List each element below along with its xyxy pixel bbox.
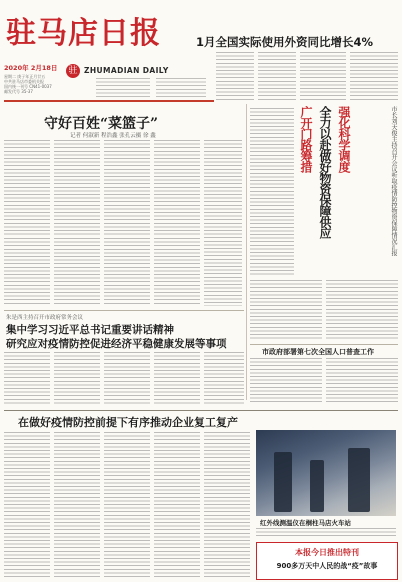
lead-headline[interactable]: 守好百姓“菜篮子” [44,116,159,132]
photo-caption-body [256,528,396,538]
lead-body-col [154,140,200,235]
photo-person [310,460,324,512]
bottom-body-col [154,432,200,578]
feature-headline-col1[interactable]: 广开门路筹措 [299,106,313,172]
promo-line-2: 900多万天中人民的战“疫”故事 [276,562,378,570]
promo-line-1: 本报今日推出特刊 [295,548,359,557]
second-body-col [104,352,150,406]
meta-line: 星期二 庚子年正月廿五 [4,74,46,79]
section-divider [4,410,398,411]
feature-headline-col3[interactable]: 强化科学调度 [337,106,351,172]
feature-subhead: 市长刘天俊主持召开会议听取疫情防控物资保障情况汇报 [390,106,397,256]
photo-person [274,452,292,512]
side-story-headline[interactable]: 市政府部署第七次全国人口普查工作 [262,348,374,356]
section-divider [4,310,244,311]
feature-headline-col2[interactable]: 全力以赴做好物资保障供应 [318,106,332,238]
bottom-body-col [104,432,150,578]
photo-person [348,448,370,512]
text-column [350,52,398,102]
text-column [300,52,346,102]
promo-box[interactable] [256,542,398,580]
column-divider [246,104,247,400]
issue-date [4,63,57,72]
meta-line: 中共驻马店市委机关报 [4,79,44,84]
logo-icon: 驻 [66,64,80,78]
bottom-body-col [4,432,50,578]
masthead-info-right [156,78,206,98]
meta-line: 邮发代号 35-37 [4,89,33,94]
bottom-body-col [204,432,250,578]
feature-body [250,280,322,340]
second-body-col [154,352,200,406]
bottom-headline[interactable]: 在做好疫情防控前提下有序推动企业复工复产 [18,416,238,429]
bottom-body-col [54,432,100,578]
side-story-body [326,358,398,402]
lead-body-col [104,238,150,306]
masthead-info-left [96,78,150,98]
lead-byline: 记者 何淑新 程浩鑫 张孔云摄 徐 鑫 [70,133,156,139]
masthead-title: 驻马店日报 [6,16,161,51]
second-body-col [204,352,244,406]
text-column [216,52,254,102]
lead-body-col [4,238,50,306]
masthead-rule [4,100,214,102]
masthead-english: ZHUMADIAN DAILY [84,66,169,75]
second-story-headline-1[interactable]: 集中学习习近平总书记重要讲话精神 [6,324,174,336]
text-column [258,52,296,102]
news-photo[interactable] [256,430,396,516]
side-story-body [250,358,322,402]
lead-body-col [4,140,50,235]
lead-body-col [154,238,200,306]
lead-body-col [104,140,150,235]
meta-line: 国内统一刊号 CN41-0037 [4,84,52,89]
text-column [204,140,242,306]
feature-body [326,280,398,340]
photo-caption: 红外线测温仪在桐柱马店火车站 [260,519,351,527]
lead-body-col [54,238,100,306]
second-story-headline-2[interactable]: 研究应对疫情防控促进经济平稳健康发展等事项 [6,338,227,350]
banner-headline[interactable]: 1月全国实际使用外资同比增长4% [196,35,374,49]
second-body-col [54,352,100,406]
lead-body-col [54,140,100,235]
feature-body-col [250,108,294,276]
date-text: 2020年 2月18日 [4,64,58,72]
masthead-meta [4,74,56,94]
second-story-kicker: 朱是西主持召开市政府常务会议 [6,315,84,321]
section-divider [250,344,398,345]
second-body-col [4,352,50,406]
